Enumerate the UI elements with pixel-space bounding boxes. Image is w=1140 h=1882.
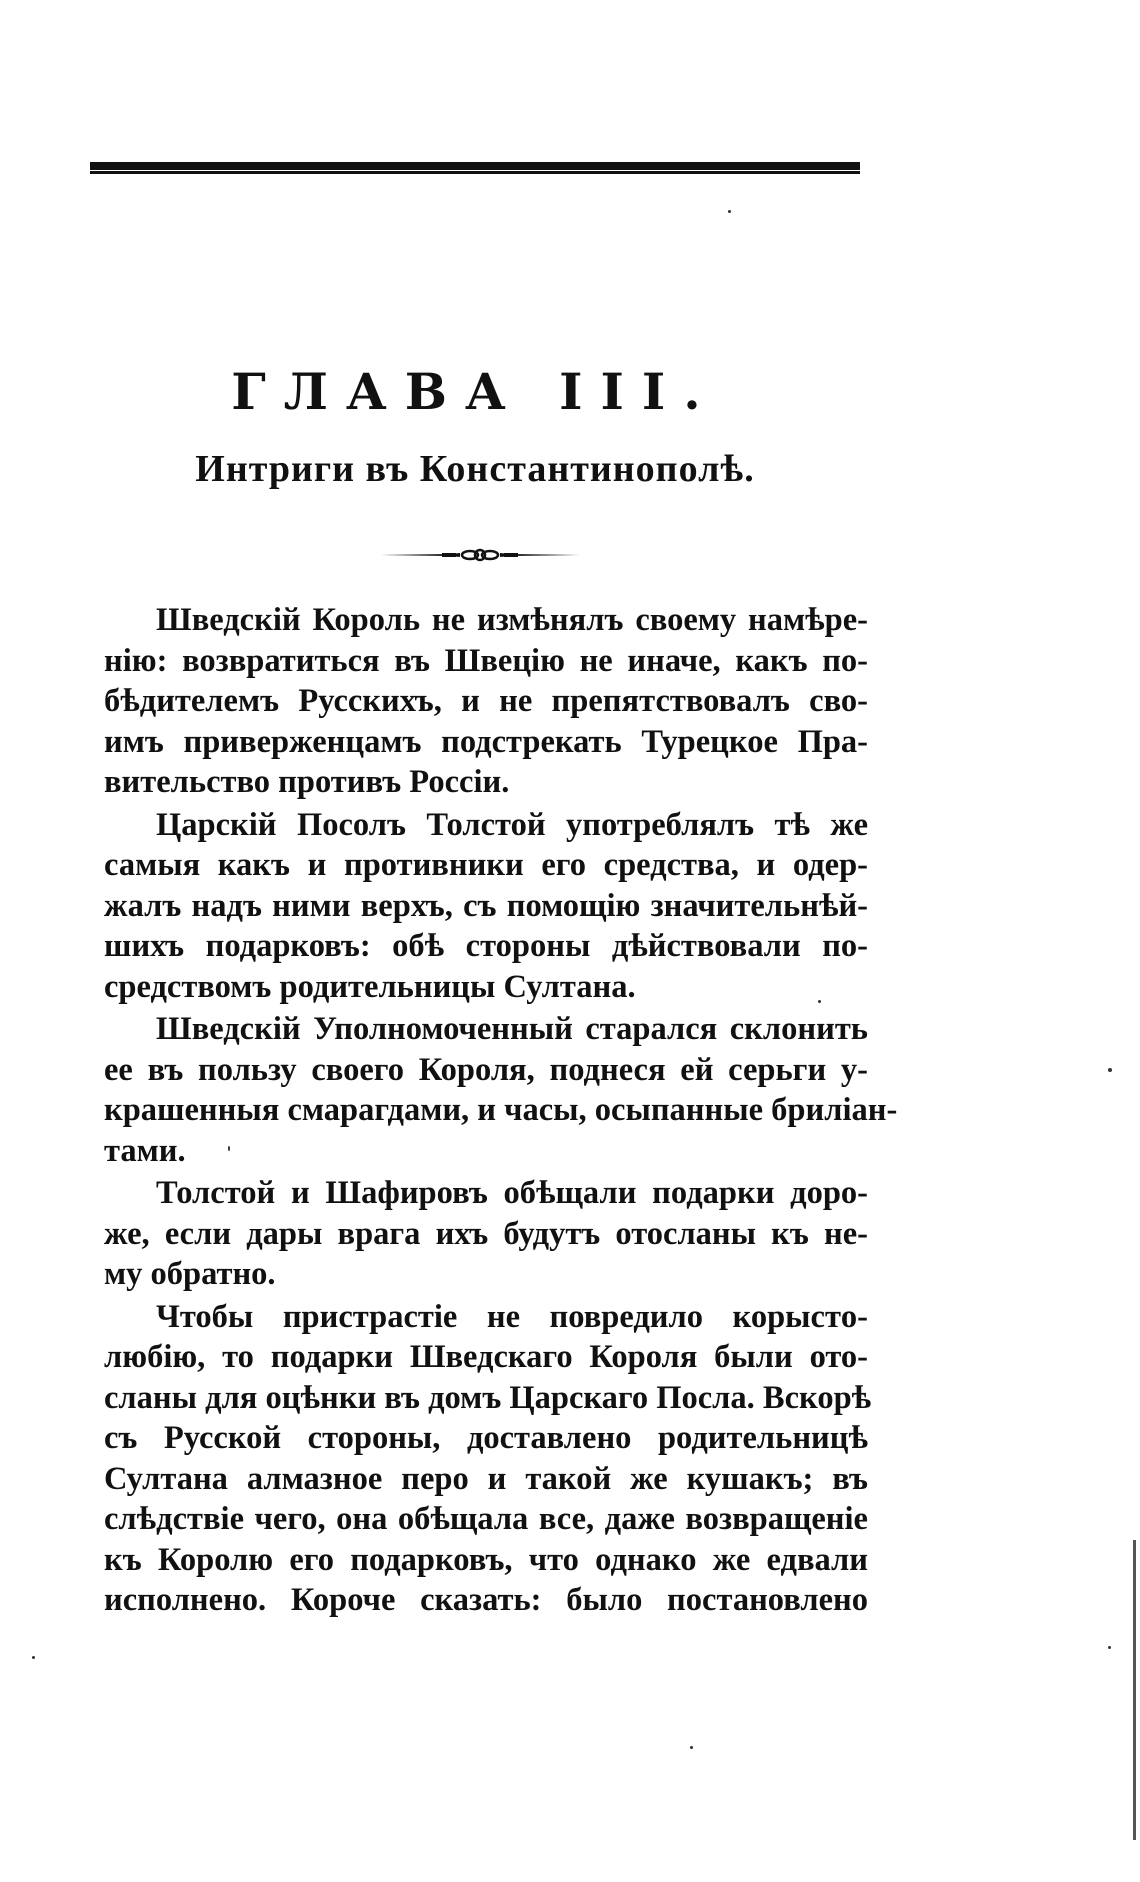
paper-speck <box>818 1000 821 1003</box>
text-line: любію, то подарки Шведскаго Короля были ото- <box>104 1339 868 1375</box>
paragraph-3 <box>104 1009 898 1171</box>
text-line: же, если дары врага ихъ будутъ отосланы къ не- <box>104 1215 868 1252</box>
paper-speck <box>1108 1068 1112 1072</box>
text-line: Шведскій Король не измѣнялъ своему намѣре- <box>156 602 868 638</box>
text-line: Султана алмазное перо и такой же кушакъ; въ <box>104 1460 868 1497</box>
text-line: къ Королю его подарковъ, что однако же едвали <box>104 1541 868 1578</box>
paper-speck <box>32 1656 35 1659</box>
chapter-body <box>104 600 898 1621</box>
text-line: средствомъ родительницы Султана. <box>104 968 636 1005</box>
text-line: бѣдителемъ Русскихъ, и не препятствовалъ сво- <box>104 683 868 719</box>
text-line: самыя какъ и противники его средства, и одер- <box>104 847 868 883</box>
text-line: крашенныя смарагдами, и часы, осыпанные бриліан- <box>104 1092 898 1128</box>
text-line: шихъ подарковъ: обѣ стороны дѣйствовали по- <box>104 928 868 964</box>
paragraph-1 <box>104 600 868 803</box>
text-line: ее въ пользу своего Короля, поднеся ей серьги у- <box>104 1051 868 1088</box>
text-line: вительство противъ Россіи. <box>104 764 510 800</box>
paper-speck <box>728 210 731 213</box>
ornament-divider-icon <box>380 546 580 564</box>
text-line: исполнено. Короче сказать: было постановлено <box>104 1582 868 1618</box>
text-line: му обратно. <box>104 1256 276 1292</box>
paper-speck <box>690 1746 693 1749</box>
text-line: Царскій Посолъ Толстой употреблялъ тѣ же <box>156 806 868 843</box>
paragraph-4 <box>104 1173 868 1295</box>
text-line: слѣдствіе чего, она обѣщала все, даже возвращеніе <box>104 1501 868 1537</box>
chapter-heading: ГЛАВА III. <box>231 362 719 421</box>
text-line: имъ приверженцамъ подстрекать Турецкое Пра- <box>104 723 868 760</box>
text-line: Толстой и Шафировъ обѣщали подарки доро- <box>156 1175 868 1211</box>
text-line: Чтобы пристрастіе не повредило корыстo- <box>156 1298 868 1335</box>
text-line: Шведскій Уполномоченный старался склонить <box>156 1011 868 1047</box>
paper-speck <box>228 1146 230 1151</box>
text-line: сланы для оцѣнки въ домъ Царскаго Посла. Вскорѣ <box>104 1379 872 1416</box>
paragraph-5 <box>104 1297 872 1621</box>
chapter-subtitle: Интриги въ Константинополѣ. <box>195 448 755 490</box>
text-line: жалъ надъ ними верхъ, съ помощію значительнѣй- <box>104 887 868 924</box>
text-line: нію: возвратиться въ Швецію не иначе, какъ по- <box>104 642 868 679</box>
text-line: тами. <box>104 1132 186 1169</box>
text-line: съ Русской стороны, доставлено родительницѣ <box>104 1420 868 1456</box>
paper-speck <box>1108 1646 1111 1649</box>
top-double-rule <box>90 162 860 174</box>
page-edge-shadow <box>1133 1540 1136 1840</box>
paragraph-2 <box>104 805 868 1008</box>
